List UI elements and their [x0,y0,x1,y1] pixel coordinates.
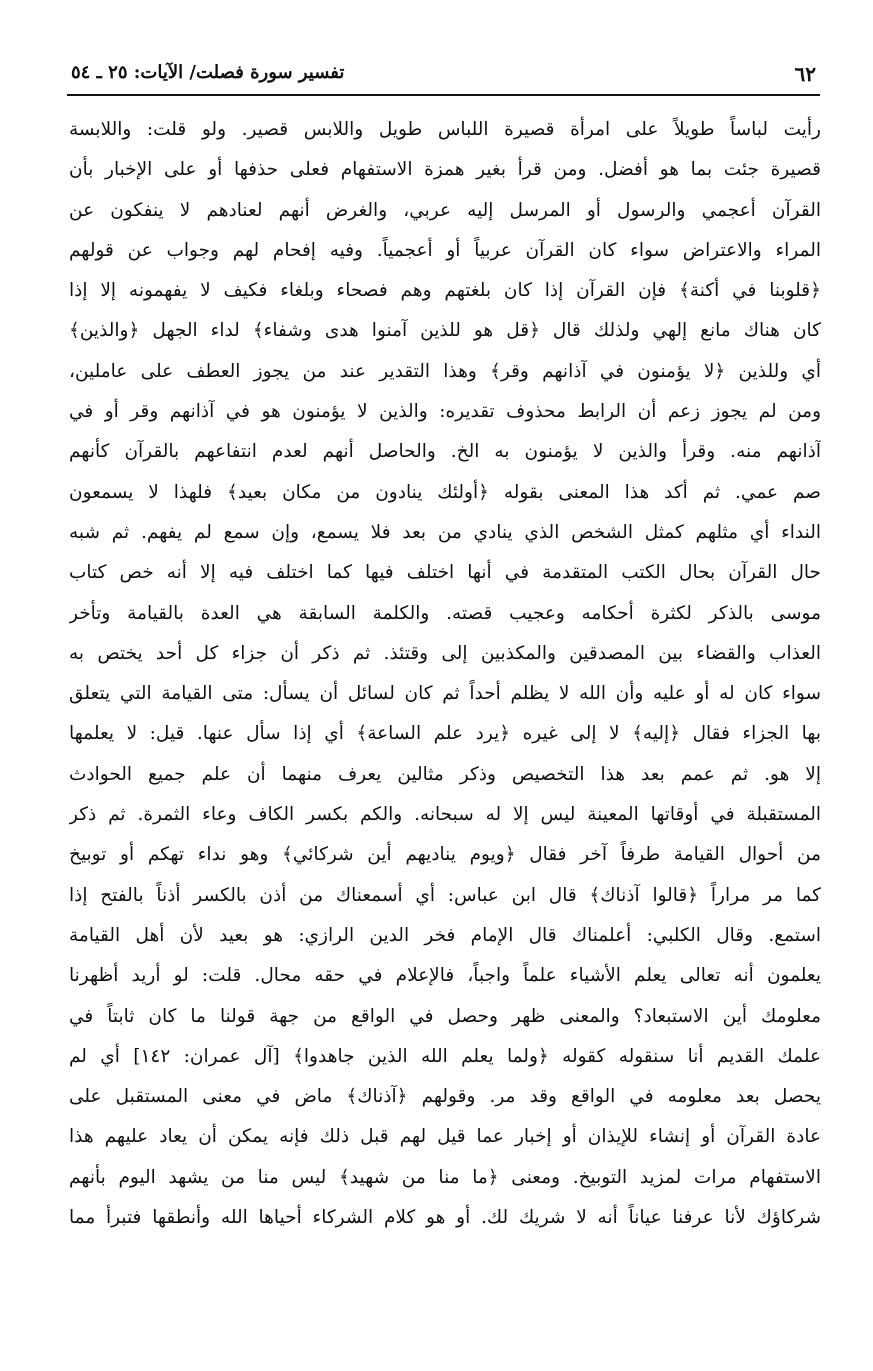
text-line: كما مر مراراً ﴿قالوا آذناك﴾ قال ابن عباس: أي أسمعناك من أذن بالكسر أذناً بالفتح إذا [69,884,821,906]
body-text [69,110,821,1238]
text-line: عادة القرآن أو إنشاء للإيذان أو إخبار عما قيل لهم قبل ذلك فإنه يمكن أن يعاد عليهم هذا [69,1126,821,1148]
text-line: بها الجزاء فقال ﴿إليه﴾ لا إلى غيره ﴿يرد علم الساعة﴾ أي إذا سأل عنها. قيل: لا يعلمها [69,723,821,745]
text-line: ومن لم يجوز زعم أن الرابط محذوف تقديره: والذين لا يؤمنون هو في آذانهم وقر أو في [69,401,821,423]
text-line: شركاؤك لأنا عرفنا عياناً أنه لا شريك لك. أو هو كلام الشركاء أحياها الله وأنطقها فتبرأ مما [69,1207,821,1229]
text-line: المستقبلة في أوقاتها المعينة ليس إلا له سبحانه. والكم بكسر الكاف وعاء الثمرة. ثم ذكر [69,804,821,826]
text-line: كان هناك مانع إلهي ولذلك قال ﴿قل هو للذين آمنوا هدى وشفاء﴾ لداء الجهل ﴿والذين﴾ [69,320,821,342]
running-title: تفسير سورة فصلت/ الآيات: ٢٥ ـ ٥٤ [71,62,345,83]
text-line: استمع. وقال الكلبي: أعلمناك قال الإمام فخر الدين الرازي: هو بعيد لأن أهل القيامة [69,924,821,946]
text-line: المراء والاعتراض سواء كان القرآن عربياً أو أعجمياً. وفيه إفحام لهم وجواب عن قولهم [69,239,821,261]
text-line: يعلمون أنه تعالى يعلم الأشياء علماً واجباً، فالإعلام في حقه محال. قلت: لو أريد أظهرنا [69,965,821,987]
text-line: من أحوال القيامة طرفاً آخر فقال ﴿ويوم يناديهم أين شركائي﴾ وهو نداء تهكم أو توبيخ [69,844,821,866]
text-line: إلا هو. ثم عمم بعد هذا التخصيص وذكر مثالين يعرف منهما أن علم جميع الحوادث [69,763,821,785]
page-number: ٦٢ [794,62,816,86]
text-line: موسى بالذكر لكثرة أحكامه وعجيب قصته. والكلمة السابقة هي العدة بالقيامة وتأخر [69,602,821,624]
text-line: معلومك أين الاستبعاد؟ والمعنى ظهر وحصل في الواقع من جهة قولنا ما كان ثابتاً في [69,1005,821,1027]
text-line: يحصل بعد معلومه في الواقع وقد مر. وقولهم ﴿آذناك﴾ ماض في معنى المستقبل على [69,1086,821,1108]
text-line: سواء كان له أو عليه وأن الله لا يظلم أحداً ثم كان لسائل أن يسأل: متى القيامة التي يتعلق [69,683,821,705]
text-line: النداء أي مثلهم كمثل الشخص الذي ينادي من بعد فلا يسمع، وإن سمع لم يفهم. ثم شبه [69,521,821,543]
text-line: الاستفهام مرات لمزيد التوبيخ. ومعنى ﴿ما منا من شهيد﴾ ليس منا من يشهد اليوم بأنهم [69,1166,821,1188]
text-line: صم عمي. ثم أكد هذا المعنى بقوله ﴿أولئك ينادون من مكان بعيد﴾ فلهذا لا يسمعون [69,481,821,503]
text-line: ﴿قلوبنا في أكنة﴾ فإن القرآن إذا كان بلغتهم وهم فصحاء وبلغاء فكيف لا يفهمونه إلا إذا [69,280,821,302]
text-line: القرآن أعجمي والرسول أو المرسل إليه عربي، والغرض أنهم لعنادهم لا ينفكون عن [69,199,821,221]
text-line: علمك القديم أنا سنقوله كقوله ﴿ولما يعلم الله الذين جاهدوا﴾ [آل عمران: ١٤٢] أي لم [69,1045,821,1067]
text-line: آذانهم منه. وقرأ والذين لا يؤمنون به الخ. والحاصل أنهم لعدم انتفاعهم بالقرآن كأنهم [69,441,821,463]
text-line: قصيرة جئت بما هو أفضل. ومن قرأ بغير همزة الاستفهام فعلى حذفها أو على الإخبار بأن [69,159,821,181]
text-line: أي وللذين ﴿لا يؤمنون في آذانهم وقر﴾ وهذا التقدير عند من يجوز العطف على عاملين، [69,360,821,382]
text-line: العذاب والقضاء بين المصدقين والمكذبين إلى وقتئذ. ثم ذكر أن جزاء كل أحد يختص به [69,642,821,664]
text-line: حال القرآن بحال الكتب المتقدمة في أنها اختلف فيها كما اختلف فيه إلا أنه خص كتاب [69,562,821,584]
text-line: رأيت لباساً طويلاً على امرأة قصيرة اللباس طويل واللابس قصير. ولو قلت: واللابسة [69,119,821,140]
page-header [67,58,820,96]
